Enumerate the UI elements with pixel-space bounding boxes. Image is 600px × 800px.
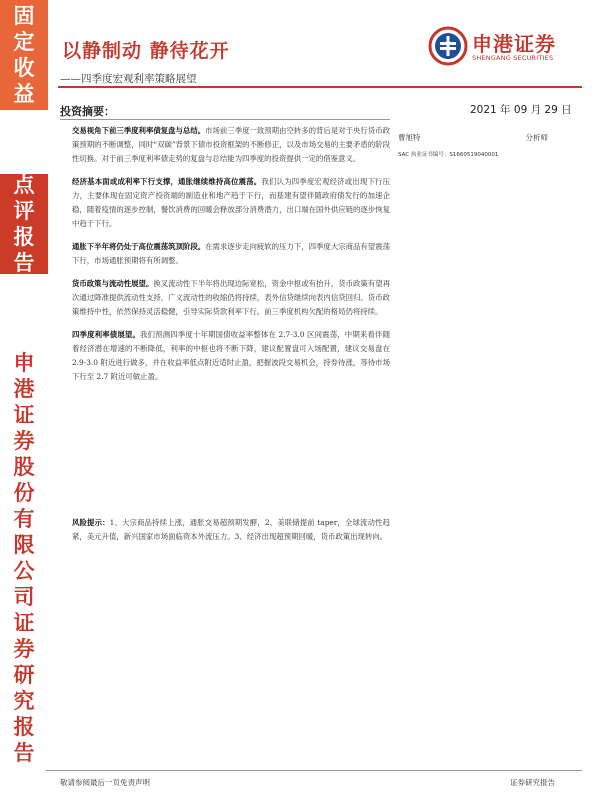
report-date: 2021 年 09 月 29 日	[470, 104, 572, 116]
report-subtitle: ——四季度宏观利率策略展望	[60, 73, 197, 85]
logo-english: SHENGANG SECURITIES	[472, 54, 554, 62]
paragraph-lead: 四季度利率债展望。	[72, 330, 140, 339]
sidebar-char: 固	[13, 4, 35, 28]
paragraph-text: 我们认为四季度宏观经济或出现下行压力，主要体现在固定资产投资端的制造业和地产趋于下行，而基建有望伴随政府债发行的加速企稳，随着疫情的逐步控制，餐饮消费的回暖会释放部分消费潜力，出口端在国外供应链的逐步恢复中趋于下行。	[72, 177, 390, 228]
sidebar-char: 限	[13, 533, 35, 557]
sidebar-char: 报	[13, 225, 35, 249]
sidebar-char: 告	[13, 251, 35, 275]
company-logo	[428, 24, 578, 74]
sidebar-char: 有	[13, 507, 35, 531]
report-title: 以静制动 静待花开	[62, 40, 230, 62]
summary-paragraph	[72, 277, 390, 319]
sidebar-char: 券	[13, 429, 35, 453]
paragraph-text: 换叉流动性下半年将出现边际宽松，资金中枢或有抬升，货币政策有望再次通过降准提供流动性支持，广义流动性的收缩仍将持续，表外信贷继续向表内信贷回归。货币政策维持中性，依然保持灵活稳健，引导实际贷款利率下行。前三季度机构欠配的格局仍将持续。	[72, 279, 390, 316]
sidebar-char: 司	[13, 585, 35, 609]
shengang-logo-icon	[428, 26, 468, 66]
sidebar-company-name	[0, 351, 48, 765]
sidebar-char: 评	[13, 199, 35, 223]
risk-text: 1、大宗商品持续上涨，通胀交易超预期发酵，2、美联储提前 taper，全球流动性趋紧，美元升值，新兴国家市场面临资本外流压力。3、经济出现超预期回暖，货币政策出现转向。	[72, 518, 390, 541]
summary-paragraph	[72, 328, 390, 384]
sidebar-char: 收	[13, 56, 35, 80]
analyst-info	[398, 132, 548, 158]
paragraph-lead: 交易视角下前三季度利率债复盘与总结。	[72, 126, 206, 135]
header-divider	[58, 86, 582, 88]
paragraph-text: 我们预测四季度十年期国债收益率整体在 2.7-3.0 区间震荡，中期来看伴随着经济潜在增速的不断降低，利率的中枢也将不断下降，建议配置盘可入场配置，建议交易盘在 2.9-3.0 附近进行做多，并在收益率低点附近适时止盈，把握波段交易机会，持券待涨，等待市场下行至 2.7 附近可做止盈。	[72, 330, 390, 381]
risk-warning	[72, 516, 390, 544]
sidebar-category-fixed-income	[0, 0, 48, 110]
sidebar-char: 报	[13, 715, 35, 739]
sidebar-char: 股	[13, 455, 35, 479]
sidebar-char: 益	[13, 82, 35, 106]
sidebar-char: 公	[13, 559, 35, 583]
sidebar-report-type	[0, 174, 48, 274]
paragraph-lead: 经济基本面或成利率下行支撑，通胀继续维持高位震荡。	[72, 177, 262, 186]
sidebar-char: 券	[13, 637, 35, 661]
paragraph-text: 市场前三季度一致预期由空转多的背后是对于央行货币政策预期的不断调整，同时“双碳”背景下债市投资框架的不断修正，以及市场交易的主要矛盾的阶段性切换。对于前三季度利率债走势的复盘与总结能为四季度的投资提供一定的借鉴意义。	[72, 126, 390, 163]
sidebar-char: 证	[13, 403, 35, 427]
summary-heading: 投资摘要：	[60, 105, 115, 118]
paragraph-text: 在需求逐步走向疲软的压力下，四季度大宗商品有望震荡下行，市场通胀预期将有所调整。	[72, 242, 390, 265]
summary-paragraph	[72, 175, 390, 231]
sidebar-char: 证	[13, 611, 35, 635]
sidebar-char: 港	[13, 377, 35, 401]
summary-body	[72, 124, 390, 393]
analyst-sac-number: SAC 执业证书编号：S1660519040001	[398, 152, 499, 158]
summary-paragraph	[72, 240, 390, 268]
sidebar-char: 申	[13, 351, 35, 375]
analyst-name: 曹旭特	[398, 133, 421, 142]
summary-paragraph	[72, 124, 390, 166]
sidebar-char: 点	[13, 173, 35, 197]
paragraph-lead: 通胀下半年将仍处于高位震荡筑顶阶段。	[72, 242, 206, 251]
footer-divider	[46, 770, 582, 771]
paragraph-lead: 货币政策与流动性展望。	[72, 279, 154, 288]
sidebar-char: 究	[13, 689, 35, 713]
footer-report-label: 证券研究报告	[510, 778, 555, 787]
logo-name: 申港证券	[472, 32, 556, 56]
sidebar-char: 份	[13, 481, 35, 505]
sidebar-char: 研	[13, 663, 35, 687]
summary-heading-rule	[60, 119, 390, 120]
risk-lead: 风险提示：	[72, 518, 110, 527]
analyst-role: 分析师	[525, 133, 548, 142]
footer-disclaimer: 敬请参阅最后一页免责声明	[60, 778, 150, 787]
sidebar-char: 告	[13, 741, 35, 765]
sidebar-char: 定	[13, 30, 35, 54]
